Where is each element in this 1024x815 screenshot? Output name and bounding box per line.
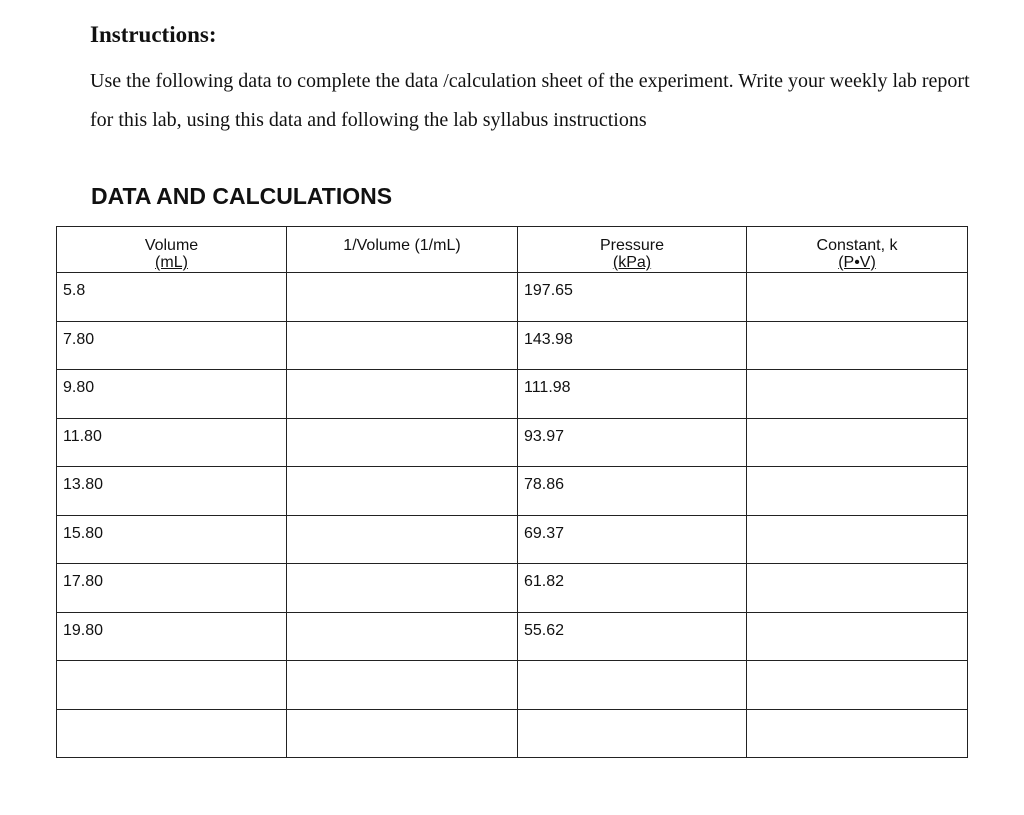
cell-constant [747, 370, 968, 419]
table-row [57, 418, 968, 467]
cell-pressure: 111.98 [518, 370, 747, 419]
cell-constant [747, 612, 968, 661]
cell-inverse-volume [287, 321, 518, 370]
cell-pressure: 143.98 [518, 321, 747, 370]
header-label: 1/Volume (1/mL) [343, 237, 461, 254]
header-unit: (mL) [155, 254, 188, 271]
cell-pressure: 61.82 [518, 564, 747, 613]
cell-inverse-volume [287, 661, 518, 710]
cell-volume: 7.80 [57, 321, 287, 370]
cell-volume [57, 661, 287, 710]
cell-pressure [518, 709, 747, 758]
header-pressure [518, 227, 747, 273]
table-header-row [57, 227, 968, 273]
cell-pressure: 55.62 [518, 612, 747, 661]
cell-volume [57, 709, 287, 758]
header-unit: (P•V) [838, 254, 876, 271]
table-row [57, 370, 968, 419]
cell-inverse-volume [287, 370, 518, 419]
cell-inverse-volume [287, 709, 518, 758]
cell-constant [747, 709, 968, 758]
cell-volume: 11.80 [57, 418, 287, 467]
table-row [57, 661, 968, 710]
cell-inverse-volume [287, 467, 518, 516]
instructions-text: Use the following data to complete the data /calculation sheet of the experiment. Write your weekly lab report for this lab, using this data and following the lab syllabus instructions [90, 70, 970, 131]
table-row [57, 321, 968, 370]
cell-pressure: 78.86 [518, 467, 747, 516]
cell-constant [747, 321, 968, 370]
table-row [57, 612, 968, 661]
data-table [56, 226, 968, 758]
cell-volume: 19.80 [57, 612, 287, 661]
cell-constant [747, 515, 968, 564]
cell-constant [747, 661, 968, 710]
cell-inverse-volume [287, 564, 518, 613]
cell-pressure: 93.97 [518, 418, 747, 467]
cell-inverse-volume [287, 273, 518, 322]
cell-constant [747, 418, 968, 467]
cell-volume: 5.8 [57, 273, 287, 322]
header-unit: (kPa) [612, 254, 652, 271]
table-row [57, 467, 968, 516]
cell-pressure: 69.37 [518, 515, 747, 564]
table-row [57, 273, 968, 322]
cell-volume: 9.80 [57, 370, 287, 419]
cell-volume: 13.80 [57, 467, 287, 516]
cell-constant [747, 564, 968, 613]
section-title: DATA AND CALCULATIONS [91, 183, 393, 209]
header-inverse-volume [287, 227, 518, 273]
cell-constant [747, 467, 968, 516]
table-row [57, 515, 968, 564]
cell-inverse-volume [287, 418, 518, 467]
cell-pressure: 197.65 [518, 273, 747, 322]
table-row [57, 709, 968, 758]
cell-volume: 15.80 [57, 515, 287, 564]
cell-volume: 17.80 [57, 564, 287, 613]
header-volume [57, 227, 287, 273]
cell-pressure [518, 661, 747, 710]
header-label: Pressure [599, 237, 665, 254]
cell-constant [747, 273, 968, 322]
cell-inverse-volume [287, 515, 518, 564]
header-constant [747, 227, 968, 273]
instructions-heading: Instructions: [90, 22, 217, 47]
header-label: Constant, k [816, 237, 898, 254]
table-row [57, 564, 968, 613]
header-label: Volume [144, 237, 199, 254]
cell-inverse-volume [287, 612, 518, 661]
